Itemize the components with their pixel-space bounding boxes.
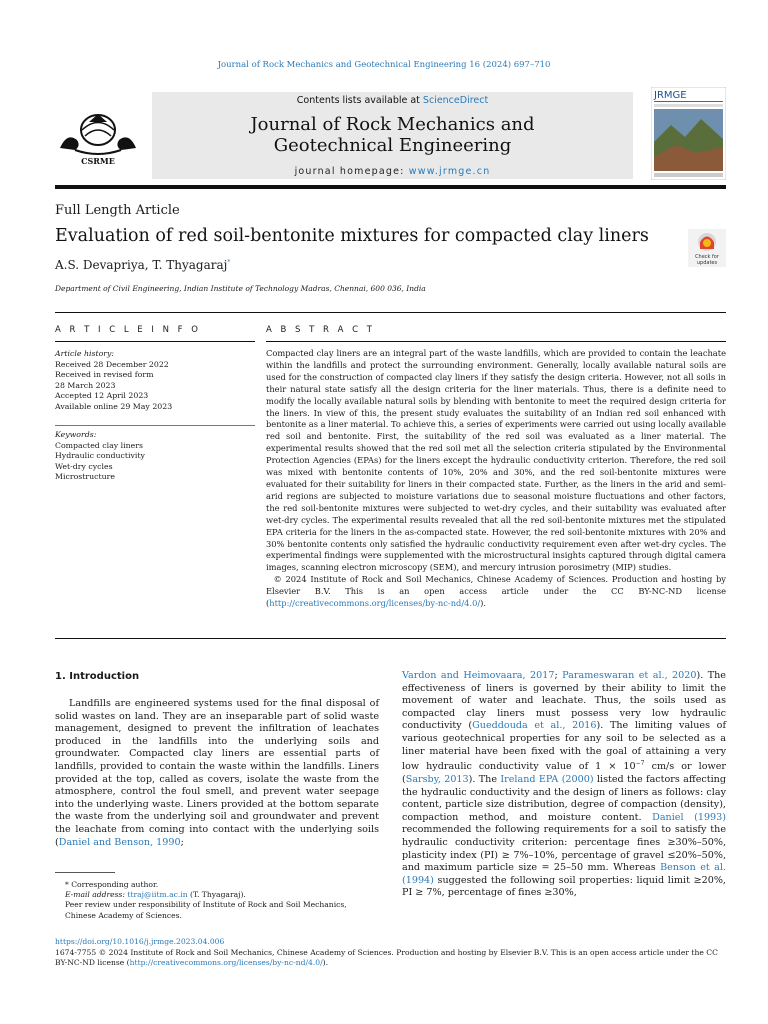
csrme-logo-text: CSRME <box>81 156 115 166</box>
info-rule <box>55 341 255 342</box>
check-for-updates-icon[interactable] <box>688 229 726 267</box>
intro-left-text: Landfills are engineered systems used for the final disposal of solid wastes on land. They are an inseparable part of solid waste management, designed to prevent the infiltration of leachates produced in the landfills into the underlying soils and groundwater. Compacted clay liners are essential parts of landfills, provided to contain the waste within the landfills. Liners provided at the top, called as covers, isolate the waste from the atmosphere, control the foul smell, and prevent water seepage into the underlying waste. Liners provided at the bottom separate the waste from the underlying soil and groundwater and prevent the leachate from coming into contact with the underlying soils ( <box>55 698 379 848</box>
author-names: A.S. Devapriya, T. Thyagaraj <box>55 258 228 272</box>
citation-link[interactable]: Vardon and Heimovaara, 2017 <box>402 670 555 681</box>
header-rule <box>55 185 726 189</box>
citation-link[interactable]: Gueddouda et al., 2016 <box>472 720 597 732</box>
history-item: Received 28 December 2022 <box>55 359 169 369</box>
contents-line <box>152 95 633 106</box>
keyword-item: Wet-dry cycles <box>55 461 113 471</box>
intro-right-text: cm/s or lower ( <box>402 761 726 785</box>
homepage-link[interactable]: www.jrmge.cn <box>408 166 491 177</box>
homepage-line <box>152 166 633 177</box>
citation-link[interactable]: Parameswaran et al., 2020 <box>562 670 697 681</box>
email-label: E-mail address: <box>65 890 128 900</box>
csrme-logo <box>55 110 141 166</box>
intro-right-text: suggested the following soil properties: liquid limit ≥20%, PI ≥ 7%, percentage of fines ≥30%, <box>402 874 726 899</box>
abstract-copyright <box>266 574 726 610</box>
check-label-2: updates <box>696 260 718 266</box>
article-history <box>55 349 255 412</box>
journal-title <box>152 114 633 156</box>
history-heading: Article history: <box>55 349 115 358</box>
keywords <box>55 430 255 483</box>
intro-right-text: ). The effectiveness of liners is governed by their ability to limit the movement of water and leachate. Thus, the soils used as compacted clay liners must possess very low hydraulic conductivity ( <box>402 670 726 732</box>
footer-license-end: ). <box>322 958 329 967</box>
article-info-heading: A R T I C L E I N F O <box>55 325 201 335</box>
keyword-item: Hydraulic conductivity <box>55 451 145 460</box>
journal-cover-image <box>651 87 726 180</box>
journal-title-line1: Journal of Rock Mechanics and <box>250 114 535 135</box>
journal-banner <box>152 92 633 179</box>
email-name: (T. Thyagaraj). <box>187 890 246 900</box>
section-heading-introduction: 1. Introduction <box>55 671 140 682</box>
footnotes <box>55 880 379 921</box>
corresponding-author-mark[interactable]: * <box>227 259 231 266</box>
issn-text: 1674-7755 © 2024 Institute of Rock and Soil Mechanics, Chinese Academy of Sciences. Production and hosting by Elsevier B.V. This is an open access article under the CC BY-NC-ND license ( <box>55 947 718 967</box>
citation-link[interactable]: Daniel (1993) <box>652 811 726 823</box>
affiliation: Department of Civil Engineering, Indian Institute of Technology Madras, Chennai, 600 036, India <box>55 284 426 293</box>
affiliation-rule <box>55 312 726 313</box>
corresponding-author-note: * Corresponding author. <box>65 880 159 889</box>
intro-left-column <box>55 698 379 849</box>
intro-right-column <box>402 670 726 900</box>
intro-right-text: ). The limiting values of various geotechnical properties for any soil to be selected as a liner material have been fixed with the goal of attaining a very low hydraulic conductivity value of 1 × 10 <box>402 720 726 773</box>
abstract-copyright-end: ). <box>480 598 487 609</box>
article-type: Full Length Article <box>55 203 180 218</box>
citation-link[interactable]: Sarsby, 2013 <box>405 773 469 785</box>
history-item: Accepted 12 April 2023 <box>55 391 149 400</box>
article-title: Evaluation of red soil-bentonite mixtures for compacted clay liners <box>55 226 649 246</box>
footer-license-link[interactable]: http://creativecommons.org/licenses/by-nc-nd/4.0/ <box>129 958 323 967</box>
citation-link[interactable]: Daniel and Benson, 1990 <box>58 836 181 848</box>
citation-link[interactable]: Benson et al. (1994) <box>402 862 726 886</box>
cover-title: JRMGE <box>654 90 687 101</box>
email-note <box>55 890 379 900</box>
homepage-prefix: journal homepage: <box>294 166 409 177</box>
intro-right-text: ). The <box>468 773 501 785</box>
abstract-bottom-rule <box>55 638 726 639</box>
intro-right-text: listed the factors affecting the hydraulic conductivity and the design of liners as follows: clay content, particle size distribution, degree of compaction (density), compaction method, and moisture content. <box>402 773 726 823</box>
keywords-heading: Keywords: <box>55 430 97 439</box>
email-link[interactable]: ttraj@iitm.ac.in <box>127 890 188 900</box>
keyword-item: Microstructure <box>55 472 116 481</box>
sciencedirect-link[interactable]: ScienceDirect <box>422 95 489 106</box>
check-label-1: Check for <box>695 254 719 260</box>
history-item: Available online 29 May 2023 <box>55 401 173 411</box>
doi-link[interactable]: https://doi.org/10.1016/j.jrmge.2023.04.006 <box>55 937 225 946</box>
citation-separator: ; <box>554 670 563 681</box>
journal-title-line2: Geotechnical Engineering <box>273 135 512 156</box>
exponent: −7 <box>635 760 645 768</box>
intro-left-end: ; <box>180 836 184 848</box>
peer-review-note: Peer review under responsibility of Institute of Rock and Soil Mechanics, Chinese Academy of Sciences. <box>65 900 347 920</box>
history-item: Received in revised form <box>55 370 154 379</box>
history-item: 28 March 2023 <box>55 380 116 390</box>
journal-reference[interactable]: Journal of Rock Mechanics and Geotechnical Engineering 16 (2024) 697–710 <box>217 60 551 70</box>
abstract-body <box>266 348 726 610</box>
page-footer <box>55 937 726 969</box>
contents-prefix: Contents lists available at <box>296 95 423 106</box>
keywords-rule <box>55 425 255 426</box>
issn-line <box>55 948 726 969</box>
footnote-rule <box>55 872 115 873</box>
citation-link[interactable]: Ireland EPA (2000) <box>500 773 594 785</box>
keyword-item: Compacted clay liners <box>55 440 144 450</box>
intro-right-text: recommended the following requirements for a soil to satisfy the hydraulic conductivity criterion: percentage fines ≥30%–50%, plasticity index (PI) ≥ 7%–10%, percentage of gravel ≤20%–50%, and maximum particle size = 25–50 mm. Whereas <box>402 824 726 874</box>
abstract-license-link[interactable]: http://creativecommons.org/licenses/by-nc-nd/4.0/ <box>269 598 481 609</box>
authors <box>55 258 230 272</box>
abstract-rule <box>266 341 726 342</box>
abstract-text: Compacted clay liners are an integral part of the waste landfills, which are provided to contain the leachate within the landfills and protect the surrounding environment. Generally, locally available natural soils are used for the construction of compacted clay liners if they satisfy the design criteria. However, not all soils in their natural state satisfy all the design criteria for the liner materials. Thus, there is a definite need to modify the locally available natural soils by blending with bentonite to meet the required design criteria for the liners. In view of this, the present study evaluates the suitability of an Indian red soil enhanced with bentonite as a liner material. To achieve this, a series of experiments were carried out using locally available red soil and bentonite. First, the suitability of the red soil was evaluated as a liner material. The experimental results showed that the red soil met all the selection criteria stipulated by the Environmental Protection Agencies (EPAs) for the liners except the hydraulic conductivity criterion. Therefore, the red soil was mixed with bentonite contents of 10%, 20% and 30%, and the red soil-bentonite mixtures were evaluated for their suitability for liners in their compacted state. Further, as the liners in the arid and semi-arid regions are subjected to moisture variations due to seasonal moisture fluctuations and other factors, the red soil-bentonite mixtures were subjected to wet-dry cycles, and their suitability was evaluated after wet-dry cycles. The experimental results revealed that all the red soil-bentonite mixtures met the stipulated EPA criteria for the liners in the as-compacted state. However, the red soil-bentonite mixtures with 20% and 30% bentonite contents only satisfied the hydraulic conductivity requirement even after wet-dry cycles. The experimental findings were supplemented with the microstructural insights captured through digital camera images, scanning electron microscopy (SEM), and mercury intrusion porosimetry (MIP) studies. <box>266 348 726 573</box>
abstract-copyright-text: © 2024 Institute of Rock and Soil Mechanics, Chinese Academy of Sciences. Production and hosting by Elsevier B.V. This is an open access article under the CC BY-NC-ND license ( <box>266 574 726 609</box>
abstract-heading: A B S T R A C T <box>266 325 375 335</box>
